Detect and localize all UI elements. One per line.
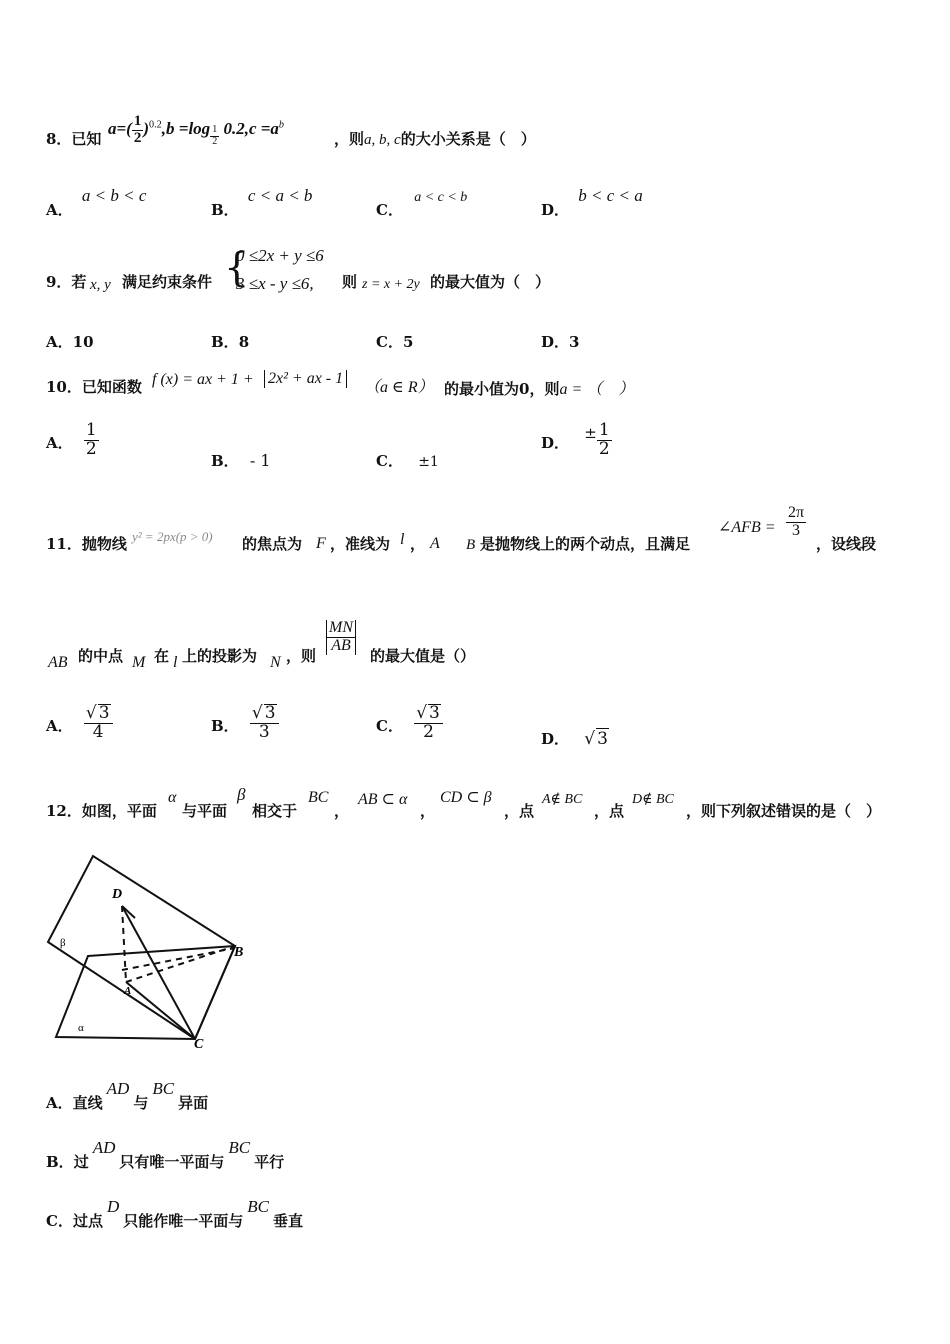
q10-cond: （a ∈ R） xyxy=(364,379,434,396)
q8-exp2: b xyxy=(278,119,285,131)
option-post: 异面 xyxy=(178,1094,209,1112)
q11-M: M xyxy=(132,654,146,671)
q9-cond2: 3 ≤x - y ≤6, xyxy=(236,274,314,293)
q12-rel3: A∉ BC xyxy=(542,792,583,807)
option-expr: c < a < b xyxy=(247,186,313,205)
option-num: 3 xyxy=(264,703,276,723)
q9-target: z = x + 2y xyxy=(362,277,420,292)
option-label: A． xyxy=(46,201,73,219)
q12-c1: ， xyxy=(334,802,350,820)
q9-vars: x, y xyxy=(90,277,111,293)
option-label: C． xyxy=(376,333,403,351)
option-label: A． xyxy=(46,434,73,453)
q11-option-d[interactable]: D． √ 3 xyxy=(541,729,608,749)
q11-F: F xyxy=(316,535,326,552)
q11-ratio-den: AB xyxy=(326,638,356,655)
q12-rel4: D∉ BC xyxy=(632,792,674,807)
q11-stem-line2 xyxy=(46,618,566,674)
option-label: C． xyxy=(376,201,403,219)
q12-t5: ，则下列叙述错误的是（ ） xyxy=(686,802,882,820)
option-value: - 1 xyxy=(249,451,271,470)
option-label: C． xyxy=(46,1212,73,1230)
option-mid: 与 xyxy=(133,1094,149,1112)
option-label: D． xyxy=(541,730,570,748)
option-m1: AD xyxy=(106,1079,130,1098)
q9-option-b[interactable] xyxy=(211,331,249,352)
q12-stem xyxy=(46,785,916,825)
option-label: B． xyxy=(211,452,239,470)
q10-text-then: ，则 xyxy=(529,380,560,398)
q9-option-c[interactable] xyxy=(376,331,413,352)
q12-t2: 相交于 xyxy=(252,802,298,820)
q12-option-c[interactable] xyxy=(46,1196,304,1230)
q11-parabola: y² = 2px(p > 0) xyxy=(132,529,213,544)
label-beta: β xyxy=(60,937,66,949)
option-mid: 只有唯一平面与 xyxy=(119,1153,225,1171)
q11-stem-line1 xyxy=(46,505,906,555)
option-prefix: ± xyxy=(584,424,597,443)
q8-option-c[interactable] xyxy=(376,185,468,219)
q8-option-a[interactable] xyxy=(46,185,147,219)
option-label: B． xyxy=(46,1153,74,1171)
q8-formula-eq: =( xyxy=(116,119,132,139)
option-label: C． xyxy=(376,716,403,735)
q11-t1: 的焦点为 xyxy=(242,535,303,553)
label-C: C xyxy=(194,1037,204,1052)
q11-number: 11．抛物线 xyxy=(46,535,127,553)
q12-rel1: AB ⊂ α xyxy=(358,791,408,808)
option-pre: 直线 xyxy=(72,1094,103,1112)
option-post: 平行 xyxy=(254,1153,285,1171)
option-value: ±1 xyxy=(418,454,439,470)
option-value: 8 xyxy=(238,333,250,351)
option-m1: D xyxy=(106,1197,120,1216)
q8-frac-den: 2 xyxy=(133,129,142,146)
q9-cond1: 0 ≤2x + y ≤6 xyxy=(236,246,324,265)
q11-t5: 的中点 xyxy=(78,647,124,665)
option-den: 2 xyxy=(85,438,97,459)
q8-formula-b: ,b =log xyxy=(161,119,211,139)
option-expr: b < c < a xyxy=(578,186,643,205)
q9-option-a[interactable] xyxy=(46,331,94,352)
option-label: C． xyxy=(376,452,403,470)
q10-text-end: 的最小值为 xyxy=(444,380,520,398)
segment-hidden xyxy=(122,948,235,970)
q12-t3: ，点 xyxy=(504,802,535,820)
label-A: A xyxy=(124,985,132,997)
option-num: 3 xyxy=(98,703,110,723)
q10-zero: 0 xyxy=(519,380,530,398)
option-value: 10 xyxy=(72,333,94,351)
q8-option-b[interactable] xyxy=(211,185,313,219)
q11-ratio-num: MN xyxy=(326,620,356,638)
option-expr: a < b < c xyxy=(81,186,147,205)
q10-option-a[interactable] xyxy=(46,422,99,459)
q11-t6: 在 xyxy=(154,647,170,665)
option-label: A． xyxy=(46,333,73,351)
option-den: 2 xyxy=(598,438,610,459)
option-den: 4 xyxy=(92,721,104,742)
q12-rel2: CD ⊂ β xyxy=(440,789,492,806)
q12-t1: 与平面 xyxy=(182,802,228,820)
option-den: 3 xyxy=(258,721,270,742)
q8-formula-b2: 0.2,c =a xyxy=(219,119,279,139)
q11-N: N xyxy=(270,654,281,671)
q8-frac-num: 1 xyxy=(133,113,142,129)
q12-option-a[interactable] xyxy=(46,1078,209,1112)
q11-t2: ，准线为 xyxy=(330,535,391,553)
q8-formula-a: a xyxy=(108,119,117,139)
option-label: D． xyxy=(541,201,570,219)
option-num: 1 xyxy=(598,420,610,440)
option-pre: 过 xyxy=(73,1153,89,1171)
option-num: 1 xyxy=(85,420,97,440)
option-m1: AD xyxy=(92,1138,116,1157)
label-alpha: α xyxy=(78,1022,84,1034)
q8-text-end: 的大小关系是（ ） xyxy=(400,130,536,148)
q12-c2: ， xyxy=(420,802,436,820)
q12-BC: BC xyxy=(308,789,329,806)
q11-angle-den: 3 xyxy=(792,521,801,539)
option-label: B． xyxy=(211,716,239,735)
q10-abs-expr: 2x² + ax - 1 xyxy=(264,370,347,388)
q10-ask: a = （ ） xyxy=(559,381,635,398)
q10-func: f (x) = ax + 1 + xyxy=(152,371,254,388)
q8-vars: a, b, c xyxy=(364,132,401,148)
q11-t9: 的最大值是（） xyxy=(370,647,476,665)
q9-number: 9．若 xyxy=(46,273,87,291)
option-value: 5 xyxy=(402,333,414,351)
q12-number: 12．如图，平面 xyxy=(46,802,157,820)
option-pre: 过点 xyxy=(72,1212,103,1230)
segment-DC xyxy=(122,906,195,1039)
q11-l2: l xyxy=(173,654,178,671)
q11-t8: ，则 xyxy=(286,647,317,665)
q10-number: 10．已知函数 xyxy=(46,378,142,396)
option-m2: BC xyxy=(247,1197,269,1216)
segment-AC xyxy=(126,982,195,1039)
q11-l: l xyxy=(400,531,405,548)
q8-exp1: 0.2 xyxy=(149,119,162,131)
q11-A: A xyxy=(430,535,440,552)
q11-option-c[interactable]: C． $\frac{√ 3}{2}$ xyxy=(376,704,443,742)
q11-angle: ∠AFB = xyxy=(718,519,776,536)
option-mid: 只能作唯一平面与 xyxy=(123,1212,244,1230)
option-expr: a < c < b xyxy=(414,190,468,205)
q11-option-a[interactable]: A． $\frac{√ 3}{4}$ xyxy=(46,704,113,742)
option-value: 3 xyxy=(569,333,580,351)
q8-log-base-num: 1 xyxy=(212,124,218,136)
label-B: B xyxy=(234,945,244,960)
option-m2: BC xyxy=(152,1079,175,1098)
option-label: B． xyxy=(211,201,239,219)
option-num: 3 xyxy=(429,703,440,723)
q8-text-mid: ，则 xyxy=(334,130,365,148)
option-label: B． xyxy=(211,333,239,351)
q9-text3: 的最大值为（ ） xyxy=(430,273,551,291)
q10-option-d[interactable] xyxy=(541,422,612,459)
option-post: 垂直 xyxy=(273,1212,304,1230)
q12-alpha: α xyxy=(168,789,177,806)
option-rad: 3 xyxy=(597,729,608,749)
q8-log-base-den: 2 xyxy=(212,135,218,147)
option-m2: BC xyxy=(228,1138,251,1157)
option-label: A． xyxy=(46,1094,73,1112)
q9-text1: 满足约束条件 xyxy=(122,273,213,291)
q11-t4: ，设线段 xyxy=(816,535,877,553)
q9-text2: 则 xyxy=(342,273,358,291)
q12-figure xyxy=(40,850,260,1055)
q12-t4: ，点 xyxy=(594,802,625,820)
q11-angle-num: 2π xyxy=(788,504,805,521)
q9-brace: { xyxy=(224,245,250,291)
q9-option-d[interactable] xyxy=(541,331,579,352)
option-label: D． xyxy=(541,333,570,351)
q11-AB: AB xyxy=(48,654,68,671)
label-D: D xyxy=(112,887,123,902)
q10-option-c[interactable] xyxy=(376,450,439,471)
option-label: A． xyxy=(46,716,73,735)
q8-option-d[interactable] xyxy=(541,185,643,219)
q12-beta: β xyxy=(237,785,246,804)
q11-t3: 是抛物线上的两个动点，且满足 xyxy=(480,535,691,553)
q8-number: 8．已知 xyxy=(46,130,102,148)
q11-B: B xyxy=(466,537,476,553)
q12-option-b[interactable] xyxy=(46,1137,285,1171)
q10-option-b[interactable] xyxy=(211,450,271,471)
option-label: D． xyxy=(541,434,570,453)
option-den: 2 xyxy=(423,721,434,742)
q11-sep: ， xyxy=(410,535,426,553)
q11-t7: 上的投影为 xyxy=(182,647,258,665)
q11-option-b[interactable]: B． $\frac{√ 3}{3}$ xyxy=(211,704,279,742)
q9-stem xyxy=(46,244,606,300)
